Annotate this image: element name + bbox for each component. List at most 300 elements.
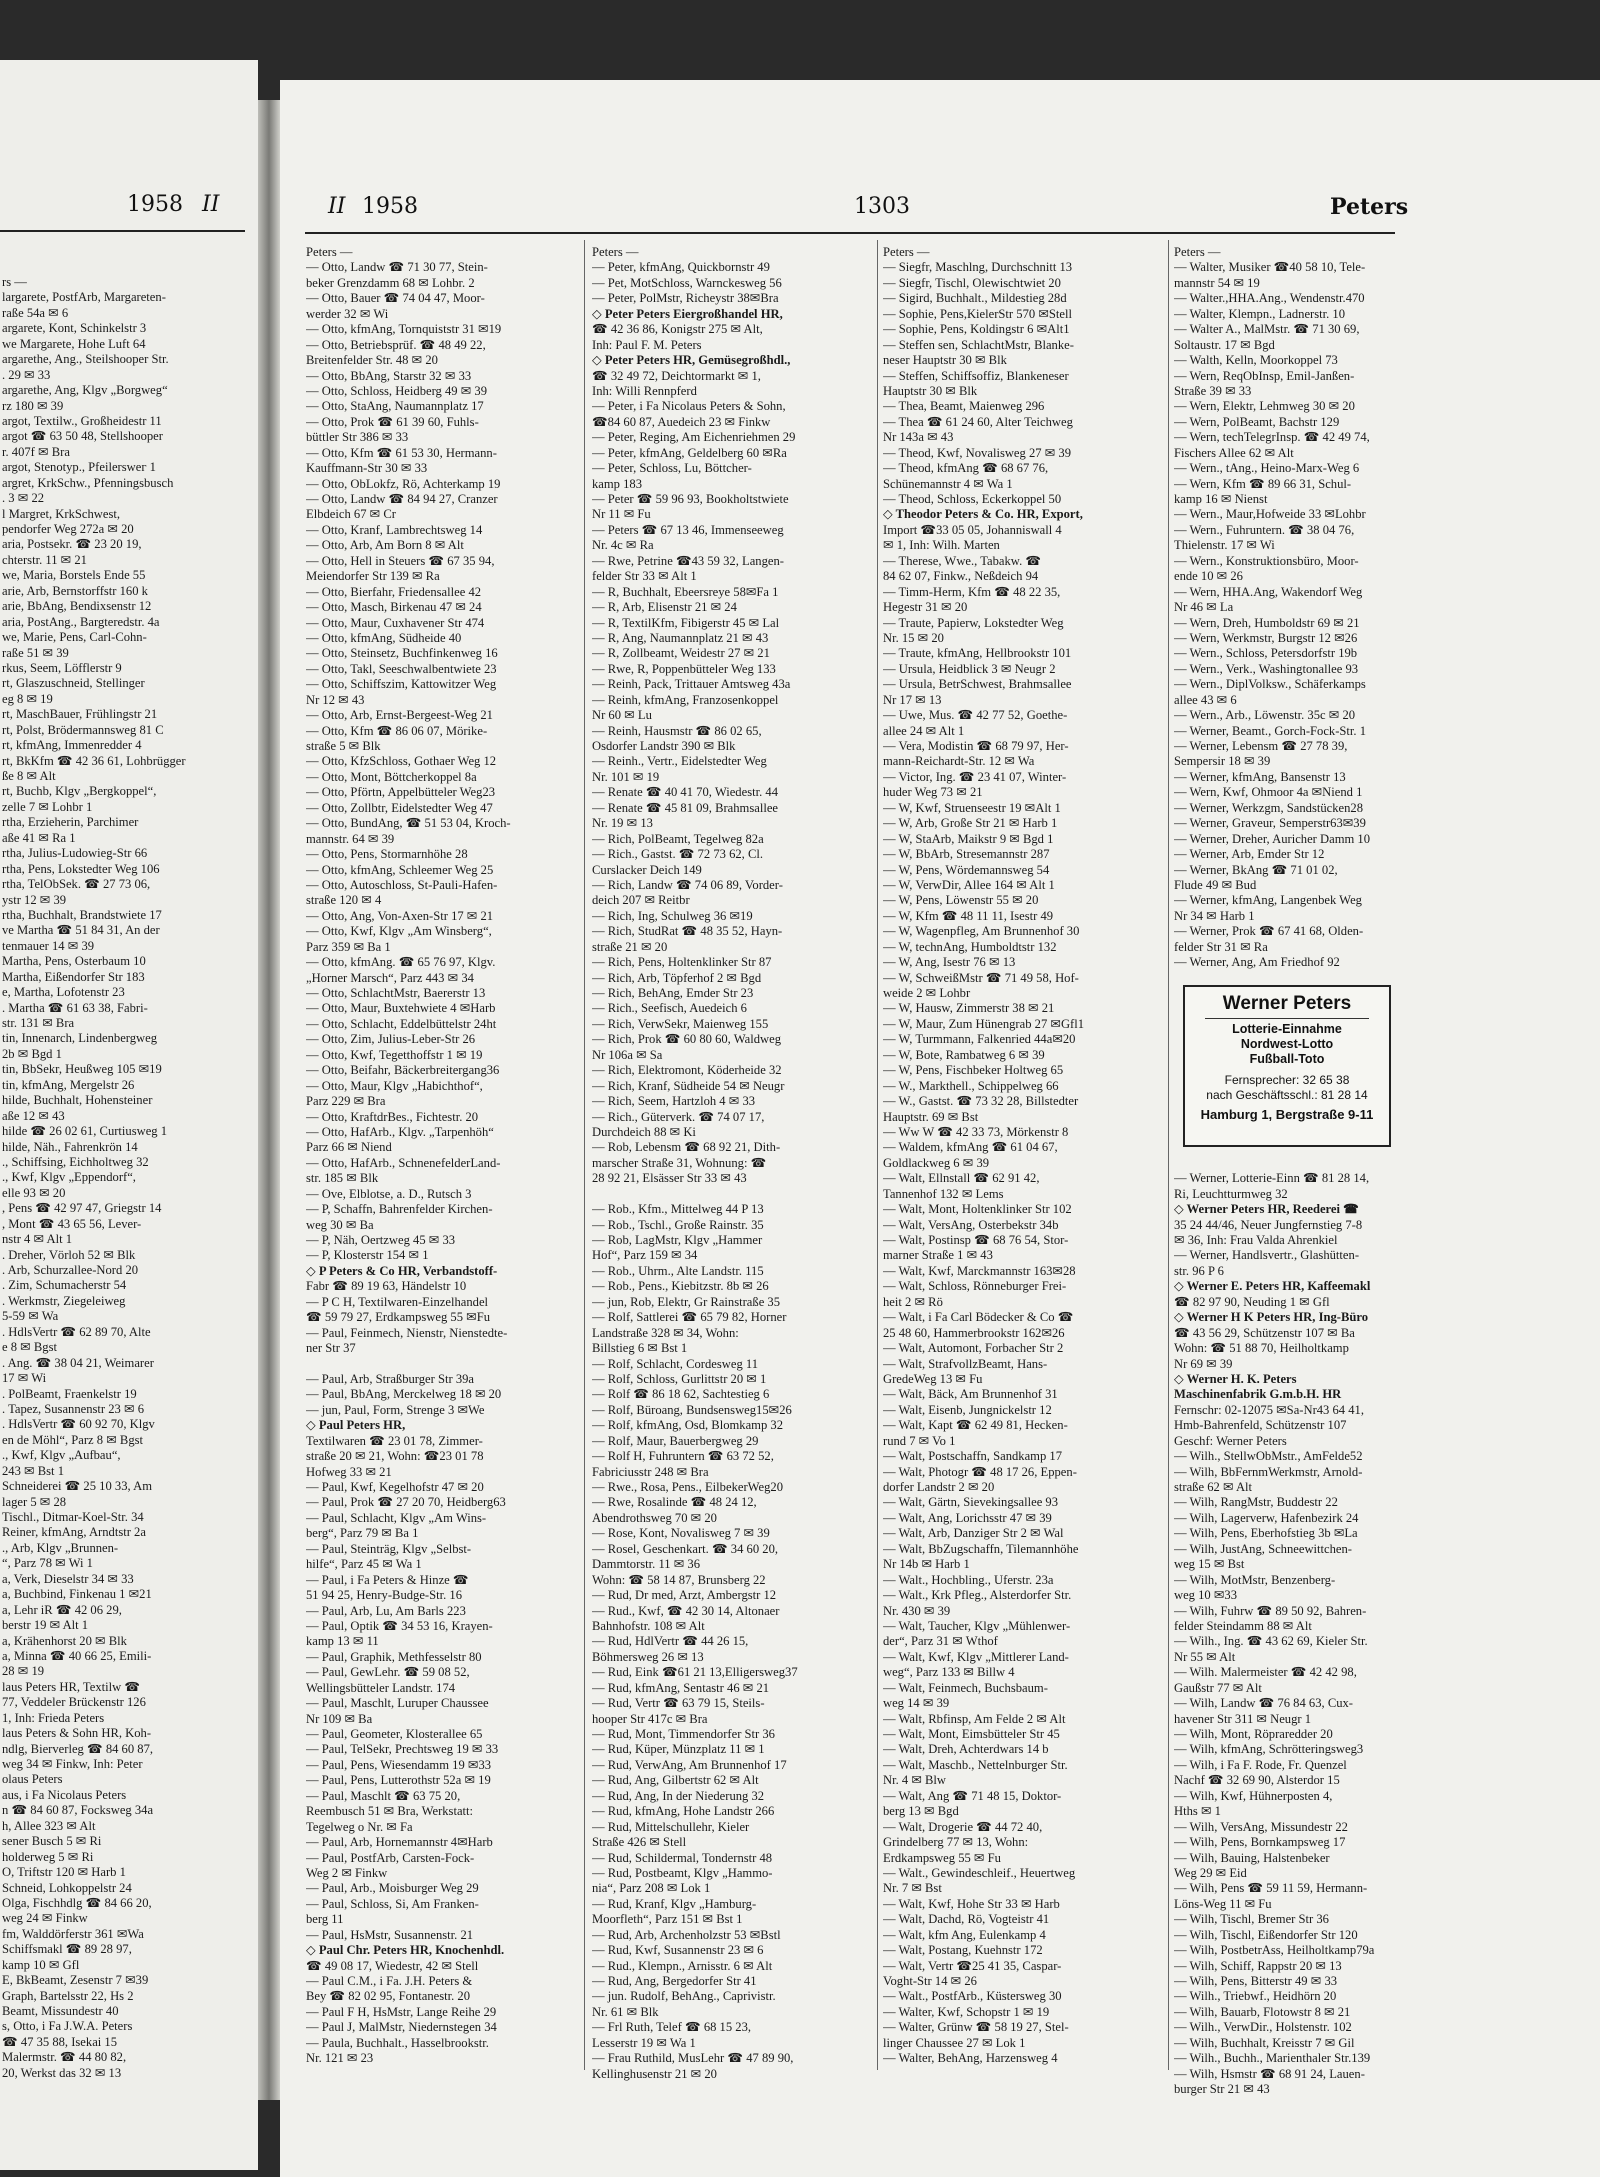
directory-line: — Werner, BkAng ☎ 71 01 02,: [1174, 862, 1338, 877]
directory-line: Nr 11 ✉ Fu: [592, 507, 651, 522]
directory-line: — Rolf, Büroang, Bundsensweg15✉26: [592, 1402, 792, 1417]
directory-line: — Therese, Wwe., Tabakw. ☎: [883, 553, 1042, 568]
directory-line: — R, TextilKfm, Fibigerstr 45 ✉ Lal: [592, 615, 780, 630]
directory-line: — W, VerwDir, Allee 164 ✉ Alt 1: [883, 877, 1055, 892]
directory-line: — Otto, Autoschloss, St-Pauli-Hafen-: [306, 877, 498, 892]
directory-line: Malermstr. ☎ 44 80 82,: [2, 2050, 127, 2065]
directory-line: Billstieg 6 ✉ Bst 1: [592, 1341, 688, 1356]
directory-line: — Ww W ☎ 42 33 73, Mörkenstr 8: [883, 1124, 1069, 1139]
directory-line: Schneid, Lohkoppelstr 24: [2, 1880, 132, 1895]
directory-line: — Otto, Ang, Von-Axen-Str 17 ✉ 21: [306, 908, 494, 923]
directory-line: 77, Veddeler Brückenstr 126: [2, 1695, 146, 1710]
directory-line: — Werner, kfmAng, Bansenstr 13: [1174, 769, 1346, 784]
directory-line: — Reinh, Hausmstr ☎ 86 02 65,: [592, 723, 762, 738]
directory-line: — Rwe, Petrine ☎43 59 32, Langen-: [592, 553, 784, 568]
directory-line: kamp 10 ✉ Gfl: [2, 1957, 80, 1972]
directory-line: — Paul, Maschlt, Luruper Chaussee: [306, 1696, 489, 1711]
directory-line: — Reinh, kfmAng, Franzosenkoppel: [592, 692, 779, 707]
directory-line: argarethe, Ang., Steilshooper Str.: [2, 352, 169, 367]
directory-line: 35 24 44/46, Neuer Jungfernstieg 7-8: [1174, 1217, 1363, 1232]
directory-line: 5-59 ✉ Wa: [2, 1309, 59, 1324]
directory-line: en de Möhl“, Parz 8 ✉ Bgst: [2, 1432, 144, 1447]
directory-line: 2b ✉ Bgd 1: [2, 1046, 62, 1061]
directory-line: — W, Pens, Löwenstr 55 ✉ 20: [883, 893, 1039, 908]
directory-line: straße 21 ✉ 20: [592, 939, 668, 954]
directory-line: — Peter, PolMstr, Richeystr 38✉Bra: [592, 291, 779, 306]
directory-line: — Otto, Kfm ☎ 86 06 07, Mörike-: [306, 723, 488, 738]
directory-line: — Otto, Kwf, Tegetthoffstr 1 ✉ 19: [306, 1047, 483, 1062]
directory-line: — Otto, HafArb., Klgv. „Tarpenhöh“: [306, 1124, 494, 1139]
directory-line: Weg 29 ✉ Eid: [1174, 1865, 1247, 1880]
directory-line: aria, PostAng., Bargteredstr. 4a: [2, 614, 160, 629]
directory-line: ., Kwf, Klgv „Eppendorf“,: [2, 1170, 136, 1185]
directory-line: — Wilh., VerwDir., Holstenstr. 102: [1174, 2020, 1352, 2035]
directory-line: — Walt., PostfArb., Küstersweg 30: [883, 1989, 1062, 2004]
directory-line: — Wern., DiplVolksw., Schäferkamps: [1174, 677, 1366, 692]
directory-line: str. 96 P 6: [1174, 1263, 1224, 1278]
directory-line: — Wern., Verk., Washingtonallee 93: [1174, 661, 1359, 676]
directory-line: — Paul, Steinträg, Klgv „Selbst-: [306, 1541, 472, 1556]
directory-line: Peters —: [1174, 245, 1221, 259]
directory-line: rs —: [2, 275, 27, 289]
directory-line: Ri, Leuchtturmweg 32: [1174, 1186, 1288, 1201]
directory-line: rt, kfmAng, Immenredder 4: [2, 738, 142, 753]
directory-line: — Rud, kfmAng, Sentastr 46 ✉ 21: [592, 1680, 770, 1695]
directory-line: — Otto, Arb, Ernst-Bergeest-Weg 21: [306, 708, 493, 723]
directory-line: 17 ✉ Wi: [2, 1371, 47, 1386]
directory-line: ende 10 ✉ 26: [1174, 569, 1243, 584]
directory-line: — Wilh., Triebwf., Heidhörn 20: [1174, 1989, 1337, 2004]
directory-line: kamp 16 ✉ Nienst: [1174, 492, 1268, 506]
directory-line: — Rud, Postbeamt, Klgv „Hammo-: [592, 1865, 773, 1880]
directory-line: ◇ Theodor Peters & Co. HR, Export,: [883, 507, 1083, 522]
directory-line: — Paul, Geometer, Klosterallee 65: [306, 1727, 483, 1741]
directory-line: — W, Kwf, Struenseestr 19 ✉Alt 1: [883, 800, 1061, 815]
directory-line: Nr 46 ✉ La: [1174, 600, 1234, 615]
directory-line: rtha, Buchhalt, Brandstwiete 17: [2, 907, 162, 922]
directory-line: Böhmersweg 26 ✉ 13: [592, 1649, 704, 1664]
directory-line: rtha, Julius-Ludowieg-Str 66: [2, 846, 148, 861]
directory-line: . HdlsVertr ☎ 62 89 70, Alte: [2, 1324, 151, 1339]
directory-line: — Otto, BundAng, ☎ 51 53 04, Kroch-: [306, 816, 511, 831]
directory-line: — Rolf, Schloss, Gurlittstr 20 ✉ 1: [592, 1371, 767, 1386]
directory-line: — Rud, Eink ☎61 21 13,Elligersweg37: [592, 1665, 798, 1680]
directory-line: Peters —: [883, 245, 930, 259]
directory-line: Thielenstr. 17 ✉ Wi: [1174, 538, 1275, 553]
directory-line: — Paul, Maschlt ☎ 63 75 20,: [306, 1788, 461, 1803]
directory-line: rt, BkKfm ☎ 42 36 61, Lohbrügger: [2, 753, 186, 768]
directory-line: — Rwe, Rosalinde ☎ 48 24 12,: [592, 1495, 757, 1510]
directory-line: — R, Ang, Naumannplatz 21 ✉ 43: [592, 630, 769, 645]
directory-line: — Rich., Gastst. ☎ 72 73 62, Cl.: [592, 847, 764, 862]
directory-line: Schiffsmakl ☎ 89 28 97,: [2, 1942, 132, 1957]
directory-line: — Steffen sen, SchlachtMstr, Blanke-: [883, 337, 1074, 352]
directory-line: — Paul F H, HsMstr, Lange Reihe 29: [306, 2004, 497, 2019]
directory-line: — W, Maur, Zum Hünengrab 27 ✉Gfl1: [883, 1016, 1085, 1031]
directory-line: . Werkmstr, Ziegeleiweg: [2, 1293, 126, 1308]
directory-line: — Walter, Musiker ☎40 58 10, Tele-: [1174, 260, 1366, 275]
directory-line: havener Str 311 ✉ Neugr 1: [1174, 1711, 1312, 1726]
directory-line: Schneiderei ☎ 25 10 33, Am: [2, 1479, 152, 1494]
directory-line: a, Krähenhorst 20 ✉ Blk: [2, 1633, 127, 1648]
directory-line: [1174, 971, 1396, 986]
directory-line: — Rich, Seem, Hartzloh 4 ✉ 33: [592, 1094, 756, 1109]
directory-line: — Peter, kfmAng, Geldelberg 60 ✉Ra: [592, 445, 787, 460]
directory-line: Durchdeich 88 ✉ Ki: [592, 1124, 696, 1139]
directory-line: huder Weg 73 ✉ 21: [883, 785, 983, 800]
directory-line: Nr. 4 ✉ Blw: [883, 1773, 947, 1788]
directory-line: kamp 13 ✉ 11: [306, 1634, 379, 1649]
directory-line: — Rud, Mont, Timmendorfer Str 36: [592, 1727, 775, 1741]
directory-line: ner Str 37: [306, 1341, 356, 1356]
directory-line: Tischl., Ditmar-Koel-Str. 34: [2, 1510, 144, 1524]
directory-line: 25 48 60, Hammerbrookstr 162✉26: [883, 1325, 1065, 1340]
directory-line: — Wern, Werkmstr, Burgstr 12 ✉26: [1174, 630, 1358, 645]
directory-line: r. 407f ✉ Bra: [2, 444, 70, 459]
directory-line: ve Martha ☎ 51 84 31, An der: [2, 923, 160, 938]
directory-line: — jun. Rudolf, BehAng., Caprivistr.: [592, 1989, 776, 2004]
directory-line: — Otto, Landw ☎ 84 94 27, Cranzer: [306, 492, 498, 506]
directory-line: 20, Werkst das 32 ✉ 13: [2, 2065, 122, 2080]
directory-line: — Wern., Maur,Hofweide 33 ✉Lohbr: [1174, 507, 1366, 522]
left-header-rule: [0, 230, 245, 232]
directory-line: Nr 34 ✉ Harb 1: [1174, 908, 1255, 923]
directory-line: — Paul, Arb, Hornemannstr 4✉Harb: [306, 1835, 493, 1850]
directory-line: Nr 106a ✉ Sa: [592, 1047, 663, 1062]
directory-line: a, Verk, Dieselstr 34 ✉ 33: [2, 1571, 134, 1586]
directory-line: — Otto, Zollbtr, Eidelstedter Weg 47: [306, 800, 493, 815]
directory-line: — Walt, Postang, Kuehnstr 172: [883, 1943, 1043, 1958]
directory-line: — Walt, Kapt ☎ 62 49 81, Hecken-: [883, 1418, 1068, 1433]
directory-line: — Wilh, RangMstr, Buddestr 22: [1174, 1495, 1338, 1510]
directory-line: — Wilh, Kwf, Hühnerposten 4,: [1174, 1788, 1333, 1803]
directory-line: — Renate ☎ 45 81 09, Brahmsallee: [592, 800, 779, 815]
directory-line: — Walt, Dachd, Rö, Vogteistr 41: [883, 1912, 1050, 1927]
directory-line: — P, Näh, Oertzweg 45 ✉ 33: [306, 1233, 456, 1247]
directory-line: — Walt, VersAng, Osterbekstr 34b: [883, 1217, 1059, 1232]
directory-line: . Martha ☎ 61 63 38, Fabri-: [2, 1000, 148, 1015]
directory-line: Nr. 430 ✉ 39: [883, 1603, 951, 1618]
directory-line: Fabr ☎ 89 19 63, Händelstr 10: [306, 1279, 467, 1294]
directory-line: . PolBeamt, Fraenkelstr 19: [2, 1386, 137, 1401]
directory-line: e 8 ✉ Bgst: [2, 1340, 57, 1355]
directory-line: Wohn: ☎ 58 14 87, Brunsberg 22: [592, 1572, 766, 1587]
directory-line: Hegestr 31 ✉ 20: [883, 600, 968, 615]
directory-line: — Paul, Feinmech, Nienstr, Nienstedte-: [306, 1325, 508, 1340]
directory-line: elle 93 ✉ 20: [2, 1185, 66, 1200]
directory-line: ße 8 ✉ Alt: [2, 769, 56, 783]
directory-line: — Wilh, Tischl, Eißendorfer Str 120: [1174, 1927, 1358, 1942]
directory-line: — Paul J, MalMstr, Niedernstegen 34: [306, 2020, 497, 2035]
directory-line: — jun, Rob, Elektr, Gr Rainstraße 35: [592, 1294, 781, 1309]
directory-line: ☎ 82 97 90, Neuding 1 ✉ Gfl: [1174, 1294, 1330, 1309]
directory-line: büttler Str 386 ✉ 33: [306, 430, 409, 445]
directory-line: — Otto, ObLokfz, Rö, Achterkamp 19: [306, 476, 501, 491]
directory-line: Parz 359 ✉ Ba 1: [306, 939, 391, 954]
directory-line: — Peter, kfmAng, Quickbornstr 49: [592, 260, 770, 275]
directory-line: — Rich, Pens, Holtenklinker Str 87: [592, 955, 772, 970]
directory-line: laus Peters HR, Textilw ☎: [2, 1679, 141, 1694]
directory-line: straße 20 ✉ 21, Wohn: ☎23 01 78: [306, 1449, 484, 1464]
directory-line: — Wilh, Bauarb, Flotowstr 8 ✉ 21: [1174, 2004, 1351, 2019]
directory-line: Wellingsbütteler Landstr. 174: [306, 1680, 456, 1695]
directory-line: rt, Buchb, Klgv „Bergkoppel“,: [2, 784, 157, 799]
directory-line: — Walt, Kwf, Marckmannstr 163✉28: [883, 1263, 1076, 1278]
directory-line: argarete, Kont, Schinkelstr 3: [2, 321, 147, 336]
directory-line: — Rolf H, Fuhruntern ☎ 63 72 52,: [592, 1449, 774, 1464]
left-page: [0, 60, 258, 2170]
directory-line: — Reinh, Pack, Trittauer Amtsweg 43a: [592, 677, 791, 692]
directory-line: deich 207 ✉ Reitbr: [592, 893, 690, 908]
directory-line: Bey ☎ 82 02 95, Fontanestr. 20: [306, 1989, 471, 2004]
directory-line: — Rolf, kfmAng, Osd, Blomkamp 32: [592, 1418, 784, 1433]
directory-line: — Rud, Arb, Archenholzstr 53 ✉Bstl: [592, 1927, 781, 1942]
directory-line: — Werner, Werkzgm, Sandstücken28: [1174, 800, 1364, 815]
directory-line: , Mont ☎ 43 65 56, Lever-: [2, 1216, 142, 1231]
directory-line: allee 24 ✉ Alt 1: [883, 723, 965, 738]
directory-line: — Wilh, Fuhrw ☎ 89 50 92, Bahren-: [1174, 1603, 1367, 1618]
directory-line: — Otto, Zim, Julius-Leber-Str 26: [306, 1032, 476, 1047]
directory-line: ◇ Peter Peters HR, Gemüsegroßhdl.,: [592, 353, 791, 368]
directory-line: — Walt, Postinsp ☎ 68 76 54, Stor-: [883, 1233, 1069, 1247]
directory-line: — Rud, Kwf, Susannenstr 23 ✉ 6: [592, 1943, 764, 1958]
directory-line: — Rose, Kont, Novalisweg 7 ✉ 39: [592, 1526, 770, 1541]
advert-address: Hamburg 1, Bergstraße 9-11: [1200, 1107, 1374, 1122]
directory-line: — Peter, Reging, Am Eichenriehmen 29: [592, 430, 796, 445]
directory-line: — Wilh. Malermeister ☎ 42 42 98,: [1174, 1665, 1357, 1680]
directory-line: — Vera, Modistin ☎ 68 79 97, Her-: [883, 739, 1069, 753]
directory-line: weide 2 ✉ Lohbr: [883, 986, 971, 1000]
directory-line: Reembusch 51 ✉ Bra, Werkstatt:: [306, 1804, 474, 1819]
directory-line: — Rolf, Maur, Bauerbergweg 29: [592, 1433, 759, 1448]
directory-line: — Pet, MotSchloss, Warnckesweg 56: [592, 275, 782, 290]
directory-line: — Wilh, Hsmstr ☎ 68 91 24, Lauen-: [1174, 2066, 1365, 2081]
directory-line: — Rich, Landw ☎ 74 06 89, Vorder-: [592, 877, 783, 892]
directory-line: — Rud, Küper, Münzplatz 11 ✉ 1: [592, 1742, 765, 1757]
directory-line: Peters —: [306, 245, 353, 259]
directory-line: — Walt, Photogr ☎ 48 17 26, Eppen-: [883, 1464, 1077, 1479]
directory-line: Tegelweg o Nr. ✉ Fa: [306, 1819, 413, 1834]
directory-line: — Wilh, Pens ☎ 59 11 59, Hermann-: [1174, 1881, 1368, 1896]
directory-line: — W., Gastst. ☎ 73 32 28, Billstedter: [883, 1094, 1079, 1109]
directory-line: Reiner, kfmAng, Arndtstr 2a: [2, 1525, 146, 1540]
directory-line: — Walt, Schloss, Rönneburger Frei-: [883, 1279, 1067, 1294]
column-1: [306, 245, 570, 2067]
directory-line: — Walt, Automont, Forbacher Str 2: [883, 1341, 1064, 1356]
directory-line: kamp 183: [592, 476, 643, 491]
directory-line: — Wern, Elektr, Lehmweg 30 ✉ 20: [1174, 399, 1355, 414]
directory-line: Gaußstr 77 ✉ Alt: [1174, 1680, 1262, 1695]
directory-line: ndlg, Bierverleg ☎ 84 60 87,: [2, 1741, 154, 1756]
directory-line: — W, Pens, Fischbeker Holtweg 65: [883, 1063, 1064, 1078]
directory-line: — R, Arb, Elisenstr 21 ✉ 24: [592, 600, 737, 615]
directory-line: — Peter, Schloss, Lu, Böttcher-: [592, 461, 752, 476]
directory-line: Flude 49 ✉ Bud: [1174, 877, 1257, 892]
directory-line: — Wilh, Buchhalt, Kreisstr 7 ✉ Gil: [1174, 2035, 1355, 2050]
directory-line: ✉ 1, Inh: Wilh. Marten: [883, 538, 1000, 553]
directory-line: burger Str 21 ✉ 43: [1174, 2082, 1270, 2097]
directory-line: we, Marie, Pens, Carl-Cohn-: [2, 630, 147, 645]
directory-line: — Werner, Ang, Am Friedhof 92: [1174, 955, 1340, 970]
directory-line: — Walt, Drogerie ☎ 44 72 40,: [883, 1819, 1043, 1834]
directory-line: ☎ 32 49 72, Deichtormarkt ✉ 1,: [592, 368, 761, 383]
directory-line: weg 30 ✉ Ba: [306, 1217, 374, 1232]
directory-line: — Walt, Kwf, Hohe Str 33 ✉ Harb: [883, 1896, 1060, 1911]
column-2: [592, 245, 872, 2082]
directory-line: — Walt, Bäck, Am Brunnenhof 31: [883, 1387, 1058, 1402]
directory-line: neser Hauptstr 30 ✉ Blk: [883, 353, 1007, 368]
directory-line: fm, Walddörferstr 361 ✉Wa: [2, 1926, 144, 1941]
directory-line: weg 24 ✉ Finkw: [2, 1911, 88, 1926]
directory-line: lager 5 ✉ 28: [2, 1494, 67, 1509]
directory-line: — Paula, Buchhalt., Hasselbrookstr.: [306, 2035, 489, 2050]
directory-line: — Otto, Maur, Cuxhavener Str 474: [306, 615, 485, 630]
directory-line: — Otto, Bierfahr, Friedensallee 42: [306, 584, 482, 599]
directory-line: rtha, Erzieherin, Parchimer: [2, 815, 139, 830]
directory-line: straße 5 ✉ Blk: [306, 739, 381, 753]
directory-line: — Rwe., Rosa, Pens., EilbekerWeg20: [592, 1480, 784, 1494]
directory-line: Nr 69 ✉ 39: [1174, 1356, 1233, 1371]
directory-line: — Wilh, Tischl, Bremer Str 36: [1174, 1912, 1329, 1927]
directory-line: — Rolf, Sattlerei ☎ 65 79 82, Horner: [592, 1310, 787, 1325]
directory-line: — Rich., Seefisch, Auedeich 6: [592, 1001, 747, 1016]
directory-line: — Wilh, VersAng, Missundestr 22: [1174, 1819, 1348, 1834]
directory-line: — Sophie, Pens, Koldingstr 6 ✉Alt1: [883, 322, 1070, 337]
directory-line: O, Triftstr 120 ✉ Harb 1: [2, 1865, 126, 1880]
directory-line: Hauptstr 30 ✉ Blk: [883, 383, 978, 398]
directory-line: nia“, Parz 208 ✉ Lok 1: [592, 1881, 711, 1896]
directory-line: weg 10 ✉33: [1174, 1588, 1238, 1603]
directory-line: — Walt, Vertr ☎25 41 35, Caspar-: [883, 1958, 1062, 1973]
directory-line: — jun, Paul, Form, Strenge 3 ✉We: [306, 1402, 485, 1417]
directory-line: — Walt, Mont, Eimsbütteler Str 45: [883, 1727, 1060, 1741]
directory-line: — Wilh, i Fa F. Rode, Fr. Quenzel: [1174, 1757, 1347, 1772]
directory-line: felder Str 33 ✉ Alt 1: [592, 569, 697, 584]
directory-line: tin, Innenarch, Lindenbergweg: [2, 1031, 158, 1046]
directory-line: arie, Arb, Bernstorffstr 160 k: [2, 583, 148, 598]
directory-line: — Wilh, Pens, Bitterstr 49 ✉ 33: [1174, 1974, 1338, 1988]
directory-line: berstr 19 ✉ Alt 1: [2, 1618, 89, 1633]
directory-line: argarethe, Ang, Klgv „Borgweg“: [2, 383, 168, 398]
directory-line: Weg 2 ✉ Finkw: [306, 1865, 388, 1880]
directory-line: — Otto, Arb, Am Born 8 ✉ Alt: [306, 538, 464, 553]
directory-line: Meiendorfer Str 139 ✉ Ra: [306, 569, 440, 584]
directory-line: argot, Stenotyp., Pfeilerswег 1: [2, 460, 156, 475]
directory-line: Schünemannstr 4 ✉ Wa 1: [883, 476, 1013, 491]
directory-line: Landstraße 328 ✉ 34, Wohn:: [592, 1325, 739, 1340]
directory-line: — Frl Ruth, Telef ☎ 68 15 23,: [592, 2020, 752, 2035]
directory-line: — Wern, ReqObInsp, Emil-Janßen-: [1174, 368, 1355, 383]
directory-line: — Rich, VerwSekr, Maienweg 155: [592, 1016, 769, 1031]
directory-line: „Horner Marsch“, Parz 443 ✉ 34: [306, 970, 474, 985]
directory-line: largarete, PostfArb, Margareten-: [2, 290, 166, 305]
directory-line: — P, Schaffn, Bahrenfelder Kirchen-: [306, 1202, 493, 1217]
directory-line: ☎ 42 36 86, Konigstr 275 ✉ Alt,: [592, 322, 763, 337]
directory-line: Maschinenfabrik G.m.b.H. HR: [1174, 1387, 1342, 1402]
directory-line: — Ursula, Heidblick 3 ✉ Neugr 2: [883, 661, 1056, 676]
directory-line: Hths ✉ 1: [1174, 1804, 1221, 1819]
directory-line: n ☎ 84 60 87, Fockswеg 34a: [2, 1803, 154, 1818]
directory-line: — W, Pens, Wördemannsweg 54: [883, 862, 1050, 877]
directory-line: — R, Buchhalt, Ebeersreye 58✉Fa 1: [592, 584, 779, 599]
directory-line: — Walt, Arb, Danziger Str 2 ✉ Wal: [883, 1526, 1064, 1541]
directory-line: Graph, Bartelsstr 22, Hs 2: [2, 1988, 134, 2003]
column-4: [1174, 245, 1396, 2098]
advert-divider: [1205, 1018, 1369, 1019]
directory-line: Nr 60 ✉ Lu: [592, 708, 652, 723]
directory-line: — Rich, Elektromont, Köderheide 32: [592, 1063, 782, 1078]
right-header-year: 1958: [362, 194, 418, 219]
directory-line: — Paul, GewLehr. ☎ 59 08 52,: [306, 1665, 470, 1680]
directory-line: — Otto, kfmAng, Tornquiststr 31 ✉19: [306, 322, 502, 337]
directory-line: Curslacker Deich 149: [592, 862, 702, 877]
directory-line: Voght-Str 14 ✉ 26: [883, 1974, 977, 1988]
directory-line: dorfer Landstr 2 ✉ 20: [883, 1480, 995, 1494]
directory-line: Nr. 121 ✉ 23: [306, 2051, 374, 2066]
directory-line: ◇ Werner H K Peters HR, Ing-Büro: [1174, 1310, 1369, 1325]
directory-line: tin, BbSekr, Heußweg 105 ✉19: [2, 1062, 162, 1077]
directory-line: Löns-Weg 11 ✉ Fu: [1174, 1896, 1272, 1911]
directory-line: — Steffen, Schiffsoffiz, Blankeneser: [883, 368, 1069, 383]
directory-line: — Ove, Elblotse, a. D., Rutsch 3: [306, 1186, 472, 1201]
directory-line: — Victor, Ing. ☎ 23 41 07, Winter-: [883, 769, 1067, 784]
directory-line: — Werner, Dreher, Auricher Damm 10: [1174, 831, 1371, 846]
directory-line: — Otto, Schiffszim, Kattowitzer Weg: [306, 677, 497, 692]
directory-line: — Walt., Gewindeschleif., Heuertweg: [883, 1865, 1076, 1880]
directory-line: Peters —: [592, 245, 639, 259]
directory-line: — Otto, kfmAng, Schleemer Weg 25: [306, 862, 494, 877]
directory-line: — Rud., Kwf, ☎ 42 30 14, Altonaer: [592, 1603, 780, 1618]
directory-line: — Rud, Ang, In der Niederung 32: [592, 1788, 765, 1803]
directory-line: — Wern., Fuhruntern. ☎ 38 04 76,: [1174, 522, 1355, 537]
directory-line: 1, Inh: Frieda Peters: [2, 1710, 105, 1725]
directory-line: raße 51 ✉ 39: [2, 645, 69, 660]
directory-line: — Werner, Graveur, Semperstr63✉39: [1174, 816, 1366, 831]
directory-line: 51 94 25, Henry-Budge-Str. 16: [306, 1588, 463, 1603]
directory-line: — Otto, Landw ☎ 71 30 77, Stein-: [306, 260, 488, 275]
directory-line: — Wilh, BbFernmWerkmstr, Arnold-: [1174, 1464, 1363, 1479]
directory-line: — Rich, Ing, Schulweg 36 ✉19: [592, 908, 753, 923]
right-header-volume: II: [328, 194, 346, 219]
directory-line: — Walt, Eisenb, Jungnickelstr 12: [883, 1402, 1052, 1417]
directory-line: ., Schiffsing, Eichholtweg 32: [2, 1154, 149, 1169]
directory-line: Nr 14b ✉ Harb 1: [883, 1557, 970, 1572]
directory-line: [592, 1187, 872, 1202]
directory-line: Moorfleth“, Parz 151 ✉ Bst 1: [592, 1912, 743, 1927]
directory-line: — Otto, KfzSchloss, Gothaer Weg 12: [306, 754, 497, 769]
directory-line: Parz 66 ✉ Niend: [306, 1140, 392, 1155]
directory-line: Nr 12 ✉ 43: [306, 692, 365, 707]
directory-line: — Paul, i Fa Peters & Hinze ☎: [306, 1572, 469, 1587]
directory-line: — Uwe, Mus. ☎ 42 77 52, Goethe-: [883, 708, 1068, 723]
directory-line: — Rob., Pens., Kiebitzstr. 8b ✉ 26: [592, 1279, 769, 1294]
advert-box: [1183, 985, 1391, 1147]
directory-line: 84 62 07, Finkw., Neßdeich 94: [883, 569, 1039, 584]
directory-line: — Rud, Ang, Bergedorfer Str 41: [592, 1974, 757, 1988]
directory-line: str. 131 ✉ Bra: [2, 1016, 75, 1030]
directory-line: — Otto, Bauer ☎ 74 04 47, Moor-: [306, 291, 485, 306]
directory-line: hilfe“, Parz 45 ✉ Wa 1: [306, 1557, 422, 1572]
directory-line: — Otto, Kranf, Lambrechtsweg 14: [306, 522, 483, 537]
directory-line: weg 34 ✉ Finkw, Inh: Peter: [2, 1757, 143, 1771]
advert-line-3: Fußball-Toto: [1249, 1052, 1325, 1066]
directory-line: — Wilh, PostbetrAss, Heilholtkamp79a: [1174, 1943, 1375, 1958]
directory-line: — W, BbArb, Stresemannstr 287: [883, 847, 1050, 862]
directory-line: — Rwe, R, Poppenbütteler Weg 133: [592, 661, 776, 676]
directory-line: Dammtorstr. 11 ✉ 36: [592, 1557, 701, 1572]
directory-line: Breitenfelder Str. 48 ✉ 20: [306, 353, 438, 368]
directory-line: — W, Wagenpfleg, Am Brunnenhof 30: [883, 924, 1080, 939]
